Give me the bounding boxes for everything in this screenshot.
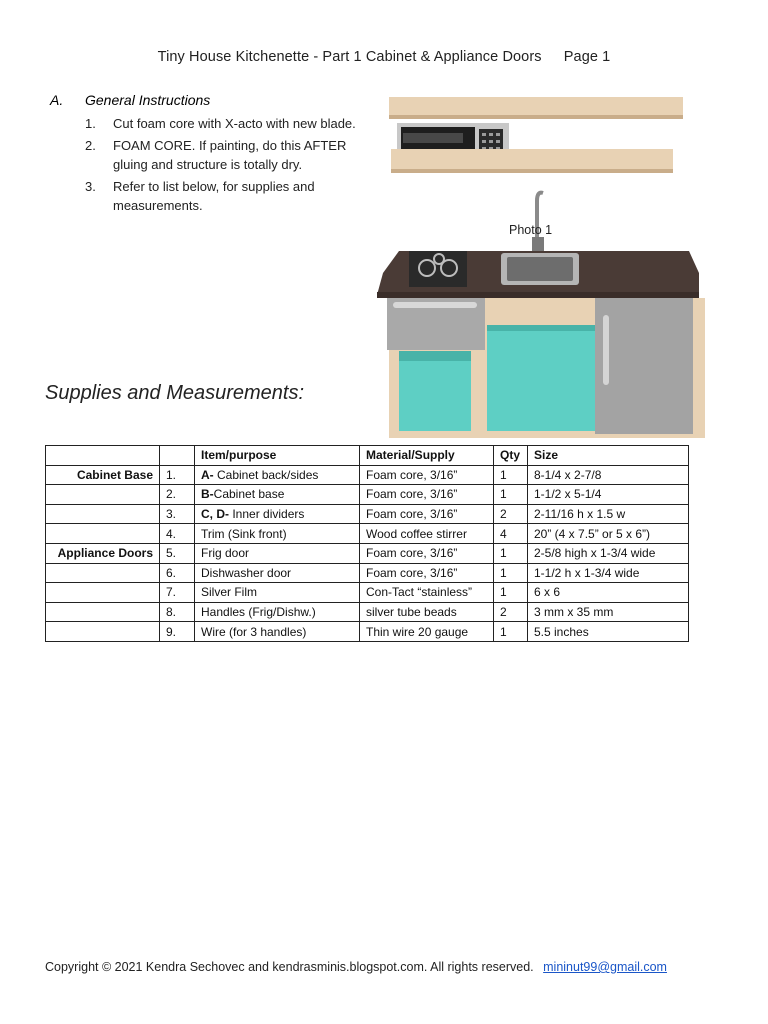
qty-cell: 1: [494, 563, 528, 583]
kitchenette-photo: [369, 87, 705, 445]
size-cell: 8-1/4 x 2-7/8: [528, 465, 689, 485]
qty-cell: 2: [494, 602, 528, 622]
instruction-number: 2.: [85, 138, 96, 153]
instruction-text: Cut foam core with X-acto with new blade.: [113, 116, 356, 131]
item-cell: [195, 485, 360, 505]
material-cell: Wood coffee stirrer: [360, 524, 494, 544]
material-cell: Foam core, 3/16”: [360, 465, 494, 485]
table-row: [46, 583, 689, 603]
page-footer: [45, 960, 667, 974]
item-text: Cabinet base: [213, 487, 285, 502]
qty-cell: 4: [494, 524, 528, 544]
category-cell: Appliance Doors: [46, 543, 160, 563]
row-number: 6.: [160, 563, 195, 583]
instruction-item: [50, 114, 360, 133]
item-cell: [195, 543, 360, 563]
category-cell: Cabinet Base: [46, 465, 160, 485]
sink: [501, 253, 579, 285]
qty-cell: 1: [494, 543, 528, 563]
row-number: 9.: [160, 622, 195, 642]
category-cell: [46, 622, 160, 642]
table-row: [46, 563, 689, 583]
kitchenette-illustration: [369, 87, 705, 445]
copyright-text: Copyright © 2021 Kendra Sechovec and kendrasminis.blogspot.com. All rights reserved.: [45, 960, 534, 974]
item-cell: [195, 465, 360, 485]
row-number: 5.: [160, 543, 195, 563]
table-row: [46, 622, 689, 642]
item-cell: [195, 583, 360, 603]
size-cell: 2-11/16 h x 1.5 w: [528, 504, 689, 524]
qty-cell: 1: [494, 465, 528, 485]
page-header: [0, 49, 768, 65]
size-cell: 20” (4 x 7.5” or 5 x 6”): [528, 524, 689, 544]
size-cell: 1-1/2 h x 1-3/4 wide: [528, 563, 689, 583]
lower-shelf: [391, 149, 673, 171]
instruction-item: [50, 177, 360, 215]
row-number: 3.: [160, 504, 195, 524]
item-label: A-: [201, 467, 214, 482]
instruction-number: 1.: [85, 116, 96, 131]
qty-cell: 1: [494, 583, 528, 603]
size-cell: 3 mm x 35 mm: [528, 602, 689, 622]
material-cell: silver tube beads: [360, 602, 494, 622]
instruction-text: Refer to list below, for supplies and measurements.: [113, 179, 315, 213]
instruction-number: 3.: [85, 179, 96, 194]
fridge-door: [595, 298, 693, 434]
qty-cell: 2: [494, 504, 528, 524]
item-text: Wire (for 3 handles): [201, 624, 307, 639]
row-number: 1.: [160, 465, 195, 485]
header-cell: Qty: [494, 446, 528, 466]
supplies-table: [45, 445, 689, 642]
cabinet-opening-left: [399, 351, 471, 431]
item-text: Frig door: [201, 546, 250, 561]
size-cell: 6 x 6: [528, 583, 689, 603]
item-text: Handles (Frig/Dishw.): [201, 605, 316, 620]
material-cell: Con-Tact “stainless”: [360, 583, 494, 603]
item-cell: [195, 602, 360, 622]
material-cell: Foam core, 3/16”: [360, 563, 494, 583]
category-cell: [46, 504, 160, 524]
header-cell: [46, 446, 160, 466]
table-row: [46, 465, 689, 485]
header-cell: [160, 446, 195, 466]
qty-cell: 1: [494, 485, 528, 505]
material-cell: Foam core, 3/16”: [360, 543, 494, 563]
material-cell: Foam core, 3/16”: [360, 485, 494, 505]
instructions-list: [50, 114, 360, 215]
category-cell: [46, 563, 160, 583]
section-heading: [50, 92, 360, 108]
sink-front-trim: [487, 309, 595, 319]
item-label: C, D-: [201, 507, 229, 522]
category-cell: [46, 583, 160, 603]
item-cell: [195, 504, 360, 524]
photo-label: Photo 1: [509, 223, 553, 237]
email-link[interactable]: mininut99@gmail.com: [543, 960, 667, 974]
category-cell: [46, 524, 160, 544]
section-title: General Instructions: [85, 92, 211, 108]
item-text: Cabinet back/sides: [213, 467, 319, 482]
row-number: 2.: [160, 485, 195, 505]
category-cell: [46, 485, 160, 505]
document-title: Tiny House Kitchenette - Part 1 Cabinet & Appliance Doors: [157, 49, 542, 65]
header-cell: Item/purpose: [195, 446, 360, 466]
page-number: Page 1: [563, 49, 611, 65]
table-row: [46, 524, 689, 544]
item-cell: [195, 563, 360, 583]
general-instructions-section: [50, 92, 360, 218]
item-text: Trim (Sink front): [201, 526, 287, 541]
category-cell: [46, 602, 160, 622]
size-cell: 1-1/2 x 5-1/4: [528, 485, 689, 505]
row-number: 7.: [160, 583, 195, 603]
cabinet-opening-center: [487, 325, 595, 431]
size-cell: 5.5 inches: [528, 622, 689, 642]
row-number: 8.: [160, 602, 195, 622]
material-cell: Foam core, 3/16”: [360, 504, 494, 524]
table-header-row: [46, 446, 689, 466]
header-cell: Material/Supply: [360, 446, 494, 466]
qty-cell: 1: [494, 622, 528, 642]
item-text: Dishwasher door: [201, 565, 292, 580]
table-row: [46, 543, 689, 563]
item-cell: [195, 622, 360, 642]
table-row: [46, 485, 689, 505]
table-row: [46, 602, 689, 622]
cooktop: [409, 251, 467, 287]
row-number: 4.: [160, 524, 195, 544]
item-text: Inner dividers: [229, 507, 305, 522]
section-letter: A.: [50, 92, 64, 108]
item-cell: [195, 524, 360, 544]
item-label: B-: [201, 487, 214, 502]
supplies-heading: Supplies and Measurements:: [45, 382, 305, 404]
instruction-item: [50, 136, 360, 174]
table-row: [46, 504, 689, 524]
material-cell: Thin wire 20 gauge: [360, 622, 494, 642]
instruction-text: FOAM CORE. If painting, do this AFTER gluing and structure is totally dry.: [113, 138, 347, 172]
item-text: Silver Film: [201, 585, 257, 600]
size-cell: 2-5/8 high x 1-3/4 wide: [528, 543, 689, 563]
dishwasher-door: [387, 298, 485, 350]
header-cell: Size: [528, 446, 689, 466]
